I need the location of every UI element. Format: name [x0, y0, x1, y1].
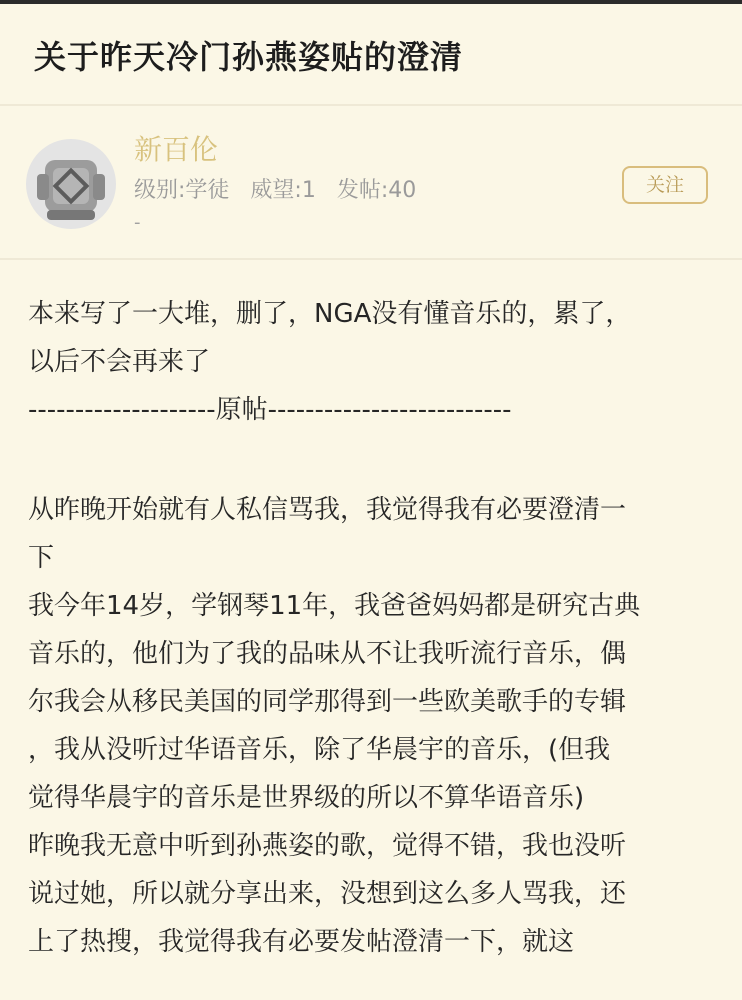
post-title: 关于昨天冷门孙燕姿贴的澄清 — [34, 38, 464, 76]
body-line: 觉得华晨宇的音乐是世界级的所以不算华语音乐) — [28, 783, 585, 813]
body-line — [28, 434, 718, 486]
post-body — [28, 290, 718, 966]
body-line: 音乐的，他们为了我的品味从不让我听流行音乐，偶 — [28, 639, 627, 669]
title-bar — [0, 4, 742, 106]
body-line: 上了热搜，我觉得我有必要发帖澄清一下，就这 — [28, 927, 575, 957]
body-line: 说过她，所以就分享出来，没想到这么多人骂我，还 — [28, 879, 627, 909]
body-line: 昨晚我无意中听到孙燕姿的歌，觉得不错，我也没听 — [28, 831, 627, 861]
author-section — [0, 108, 742, 260]
author-prestige: 威望:1 — [250, 178, 316, 203]
body-line: ，我从没听过华语音乐，除了华晨宇的音乐，(但我 — [28, 735, 611, 765]
body-line: 下 — [28, 543, 55, 573]
body-line: --------------------原帖-------------------------- — [28, 395, 512, 425]
follow-button[interactable]: 关注 — [622, 166, 708, 204]
author-stats — [134, 173, 430, 204]
author-post-count: 发帖:40 — [336, 178, 417, 203]
author-extra: - — [134, 212, 141, 233]
helmet-icon — [25, 138, 117, 230]
body-line: 我今年14岁，学钢琴11年，我爸爸妈妈都是研究古典 — [28, 591, 641, 621]
body-line: 以后不会再来了 — [28, 347, 211, 377]
body-line: 从昨晚开始就有人私信骂我，我觉得我有必要澄清一 — [28, 495, 627, 525]
avatar[interactable] — [25, 138, 117, 230]
body-line: 本来写了一大堆，删了，NGA没有懂音乐的，累了， — [28, 299, 632, 329]
author-name[interactable]: 新百伦 — [134, 133, 219, 166]
body-line: 尔我会从移民美国的同学那得到一些欧美歌手的专辑 — [28, 687, 627, 717]
author-level: 级别:学徒 — [134, 178, 230, 203]
